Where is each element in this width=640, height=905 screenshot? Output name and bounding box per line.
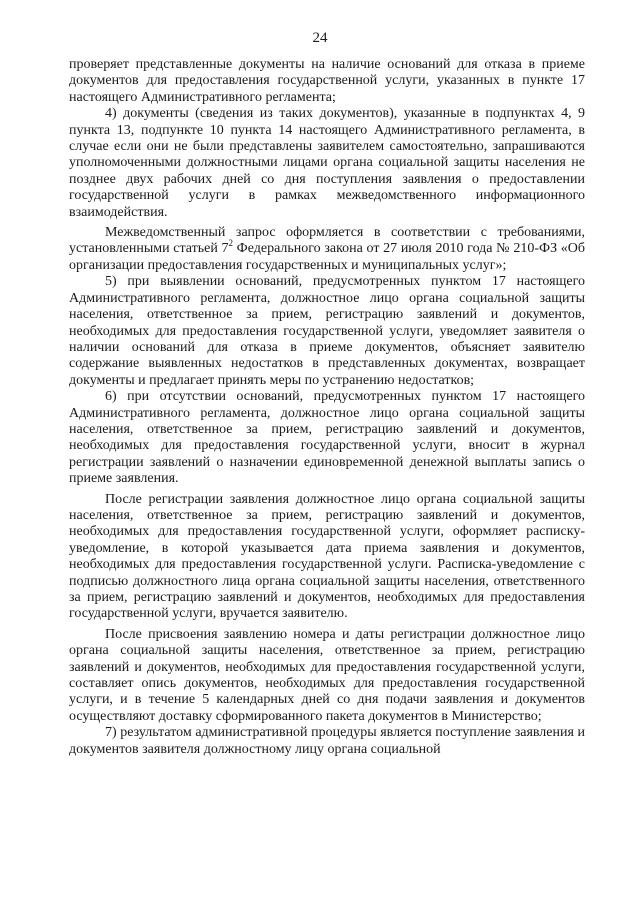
paragraph-item-5: 5) при выявлении оснований, предусмотренных пунктом 17 настоящего Административного регламента, должностное лицо органа социальной защиты населения, ответственное за прием, регистрацию заявлений и документов, необходимых для предоставления государственной услуги, уведомляет заявителя о наличии оснований для отказа в приеме документов, объясняет заявителю содержание выявленных недостатков в представленных документах, возвращает документы и предлагает принять меры по устранению недостатков;	[69, 274, 585, 388]
superscript: 2	[228, 238, 233, 249]
paragraph-registration: После регистрации заявления должностное лицо органа социальной защиты населения, ответственное за прием, регистрацию заявлений и документов, необходимых для предоставления государственной услуги, оформляет расписку-уведомление, в которой указывается дата приема заявления и документов, необходимых для предоставления государственной услуги. Расписка-уведомление с подписью должностного лица органа социальной защиты населения, ответственного за прием, регистрацию заявлений и документов, необходимых для предоставления государственной услуги, вручается заявителю.	[69, 491, 585, 622]
paragraph-interagency-request	[69, 225, 585, 274]
paragraph-text: Межведомственный запрос оформляется в соответствии с требованиями, установленными статьей 7	[69, 225, 585, 257]
paragraph-item-4: 4) документы (сведения из таких документов), указанные в подпунктах 4, 9 пункта 13, подпункте 10 пункта 14 настоящего Административного регламента, в случае если они не были представлены заявителем самостоятельно, запрашиваются уполномоченными должностными лицами органа социальной защиты населения не позднее двух рабочих дней со дня поступления заявления о предоставлении государственной услуги в рамках межведомственного информационного взаимодействия.	[69, 106, 585, 220]
paragraph-item-7: 7) результатом административной процедуры является поступление заявления и документов заявителя должностному лицу органа социальной	[69, 725, 585, 757]
paragraph-item-6: 6) при отсутствии оснований, предусмотренных пунктом 17 настоящего Административного регламента, должностное лицо органа социальной защиты населения, ответственное за прием, регистрацию заявлений и документов, необходимых для предоставления государственной услуги, вносит в журнал регистрации заявлений о назначении единовременной денежной выплаты запись о приеме заявления.	[69, 389, 585, 487]
paragraph-continuation: проверяет представленные документы на наличие оснований для отказа в приеме документов для предоставления государственной услуги, указанных в пункте 17 настоящего Административного регламента;	[69, 57, 585, 105]
paragraph-number-assignment: После присвоения заявлению номера и даты регистрации должностное лицо органа социальной защиты населения, ответственное за прием, регистрацию заявлений и документов, необходимых для предоставления государственной услуги, составляет опись документов, необходимых для предоставления государственной услуги, и в течение 5 календарных дней со дня подачи заявления и документов осуществляют доставку сформированного пакета документов в Министерство;	[69, 626, 585, 724]
paragraph-text: Федерального закона от 27 июля 2010 года № 210-ФЗ «Об организации предоставления государственных и муниципальных услуг»;	[69, 241, 585, 273]
page-number: 24	[312, 30, 328, 46]
document-body	[69, 57, 585, 758]
